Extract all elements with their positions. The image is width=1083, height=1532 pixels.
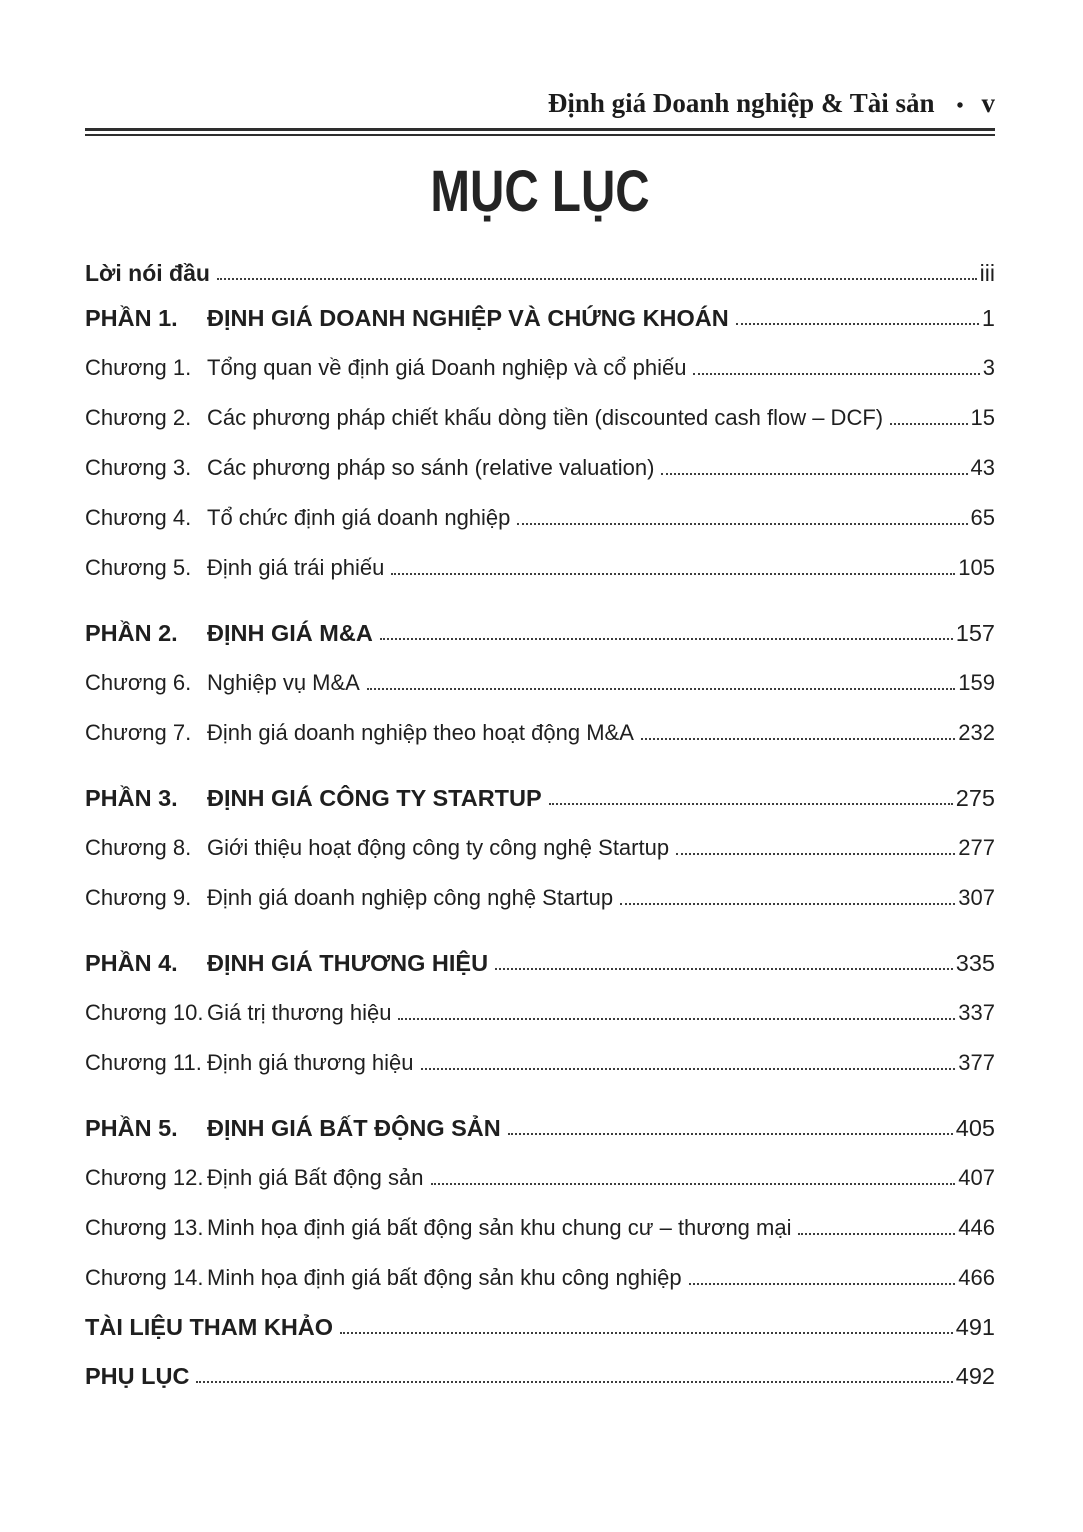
toc-entry-title: Lời nói đầu	[85, 259, 210, 286]
toc-entry-title: Giới thiệu hoạt động công ty công nghệ Startup	[207, 834, 670, 860]
toc-entry-page-number: 232	[958, 719, 995, 745]
toc-entry-title: PHỤ LỤC	[85, 1362, 190, 1389]
toc-entry	[85, 555, 995, 581]
toc-entry	[85, 260, 995, 286]
toc-entry-label: Chương 13.	[85, 1214, 204, 1240]
toc-dot-leader	[391, 573, 955, 575]
toc-entry	[85, 885, 995, 911]
toc-entry-title: ĐỊNH GIÁ BẤT ĐỘNG SẢN	[207, 1114, 501, 1141]
toc-entry	[85, 1265, 995, 1291]
toc-dot-leader	[431, 1183, 956, 1185]
toc-entry	[85, 1215, 995, 1241]
toc-entry	[85, 1363, 995, 1389]
running-header	[85, 0, 995, 117]
toc-entry	[85, 1000, 995, 1026]
toc-entry-title: Định giá Bất động sản	[207, 1164, 424, 1190]
toc-dot-leader	[890, 423, 967, 425]
header-double-rule	[85, 128, 995, 136]
toc-dot-leader	[676, 853, 955, 855]
toc-entry-page-number: 466	[958, 1264, 995, 1290]
toc-entry-title: Các phương pháp so sánh (relative valuation)	[207, 454, 655, 480]
toc-entry	[85, 455, 995, 481]
toc-entry-title: Định giá thương hiệu	[207, 1049, 414, 1075]
toc-dot-leader	[398, 1018, 955, 1020]
toc-entry	[85, 1314, 995, 1340]
toc-entry	[85, 1165, 995, 1191]
toc-dot-leader	[736, 323, 979, 325]
toc-entry-page-number: 337	[958, 999, 995, 1025]
toc-dot-leader	[340, 1332, 953, 1334]
toc-entry-page-number: 492	[955, 1362, 995, 1389]
toc-dot-leader	[798, 1233, 955, 1235]
toc-dot-leader	[380, 638, 953, 640]
toc-entry	[85, 405, 995, 431]
toc-entry-page-number: 405	[955, 1114, 995, 1141]
toc-entry-page-number: 65	[970, 504, 995, 530]
toc-entry-label: Chương 9.	[85, 884, 192, 910]
toc-entry-label: Chương 1.	[85, 354, 192, 380]
toc-entry	[85, 305, 995, 331]
toc-dot-leader	[196, 1381, 952, 1383]
toc-entry-label: Chương 10.	[85, 999, 204, 1025]
toc-entry-page-number: 1	[981, 304, 995, 331]
toc-dot-leader	[549, 803, 953, 805]
toc-dot-leader	[661, 473, 967, 475]
toc-entry-page-number: 275	[955, 784, 995, 811]
toc-dot-leader	[367, 688, 955, 690]
toc-entry-page-number: 159	[958, 669, 995, 695]
toc-entry-title: Định giá trái phiếu	[207, 554, 385, 580]
toc-entry-page-number: 157	[955, 619, 995, 646]
toc-entry-label: Chương 5.	[85, 554, 192, 580]
toc-entry-label: Chương 3.	[85, 454, 192, 480]
toc-entry-label: Chương 2.	[85, 404, 192, 430]
toc-entry-label: Chương 11.	[85, 1049, 202, 1075]
toc-entry-label: Chương 6.	[85, 669, 192, 695]
toc-dot-leader	[421, 1068, 956, 1070]
toc-entry-page-number: 43	[970, 454, 995, 480]
toc-entry-title: Nghiệp vụ M&A	[207, 669, 360, 695]
toc-entry-label: Chương 8.	[85, 834, 192, 860]
toc-dot-leader	[217, 278, 977, 280]
toc-dot-leader	[689, 1283, 956, 1285]
toc-entry-page-number: 407	[958, 1164, 995, 1190]
toc-entry-title: ĐỊNH GIÁ DOANH NGHIỆP VÀ CHỨNG KHOÁN	[207, 304, 729, 331]
toc-entry-label: Chương 7.	[85, 719, 192, 745]
toc-entry-page-number: 105	[958, 554, 995, 580]
toc-dot-leader	[508, 1133, 953, 1135]
toc-entry-page-number: iii	[979, 259, 995, 286]
toc-entry	[85, 355, 995, 381]
toc-entry-label: PHẦN 1.	[85, 304, 178, 331]
toc-dot-leader	[620, 903, 955, 905]
toc-entry-label: Chương 4.	[85, 504, 192, 530]
toc-entry-page-number: 15	[970, 404, 995, 430]
toc-entry	[85, 835, 995, 861]
toc-entry-title: Giá trị thương hiệu	[207, 999, 392, 1025]
toc-entry-page-number: 446	[958, 1214, 995, 1240]
toc-entry	[85, 1115, 995, 1141]
toc-entry-title: Tổ chức định giá doanh nghiệp	[207, 504, 511, 530]
toc-entry	[85, 950, 995, 976]
toc-entry-title: Định giá doanh nghiệp theo hoạt động M&A	[207, 719, 634, 745]
toc-dot-leader	[495, 968, 953, 970]
toc-entry-title: Tổng quan về định giá Doanh nghiệp và cổ phiếu	[207, 354, 687, 380]
bullet-separator-icon: •	[956, 95, 964, 117]
toc-entry	[85, 505, 995, 531]
toc-entry-title: ĐỊNH GIÁ THƯƠNG HIỆU	[207, 949, 489, 976]
toc-entry	[85, 1050, 995, 1076]
toc-dot-leader	[517, 523, 967, 525]
toc-entry-page-number: 491	[955, 1313, 995, 1340]
toc-entry-title: TÀI LIỆU THAM KHẢO	[85, 1313, 334, 1340]
toc-entry-page-number: 377	[958, 1049, 995, 1075]
toc-entry-title: Các phương pháp chiết khấu dòng tiền (discounted cash flow – DCF)	[207, 404, 884, 430]
toc-entry	[85, 620, 995, 646]
toc-entry-label: PHẦN 4.	[85, 949, 178, 976]
toc-dot-leader	[641, 738, 955, 740]
toc-entry	[85, 720, 995, 746]
toc-entry-title: ĐỊNH GIÁ M&A	[207, 619, 373, 646]
toc-entry-title: ĐỊNH GIÁ CÔNG TY STARTUP	[207, 784, 542, 811]
toc-entry-label: PHẦN 2.	[85, 619, 178, 646]
running-header-page-number: v	[981, 88, 995, 118]
toc-entry-title: Định giá doanh nghiệp công nghệ Startup	[207, 884, 614, 910]
running-header-book-title: Định giá Doanh nghiệp & Tài sản	[547, 88, 935, 118]
page-title: MỤC LỤC	[430, 159, 650, 224]
toc-entry-label: Chương 12.	[85, 1164, 204, 1190]
toc-entry-page-number: 335	[955, 949, 995, 976]
toc-entry-page-number: 3	[982, 354, 995, 380]
toc-entry-page-number: 307	[958, 884, 995, 910]
toc-entry-title: Minh họa định giá bất động sản khu chung cư – thương mại	[207, 1214, 792, 1240]
toc-entry-page-number: 277	[958, 834, 995, 860]
toc-dot-leader	[693, 373, 979, 375]
toc-entry	[85, 785, 995, 811]
toc-entry-label: PHẦN 3.	[85, 784, 178, 811]
toc-entry-label: Chương 14.	[85, 1264, 204, 1290]
toc-entry-label: PHẦN 5.	[85, 1114, 178, 1141]
toc-entry-title: Minh họa định giá bất động sản khu công nghiệp	[207, 1264, 682, 1290]
toc-entry	[85, 670, 995, 696]
table-of-contents	[85, 260, 995, 1389]
